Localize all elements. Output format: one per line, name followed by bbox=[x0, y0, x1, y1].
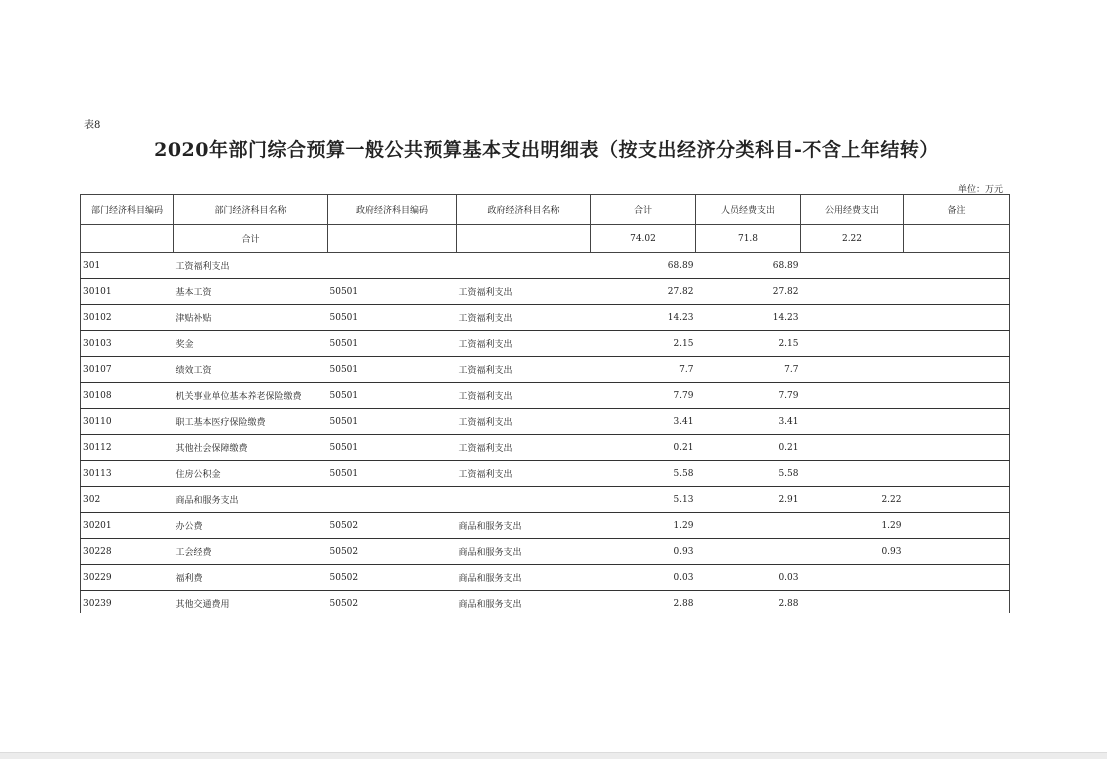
unit-label: 单位：万元 bbox=[958, 185, 1004, 195]
row-remark bbox=[904, 435, 1010, 461]
row-gov-name: 商品和服务支出 bbox=[457, 591, 591, 614]
row-public bbox=[801, 253, 904, 279]
row-personnel: 27.82 bbox=[696, 279, 801, 305]
row-gov-name: 商品和服务支出 bbox=[457, 513, 591, 539]
header-row bbox=[81, 195, 1010, 225]
row-personnel: 2.15 bbox=[696, 331, 801, 357]
row-remark bbox=[904, 461, 1010, 487]
table-row bbox=[81, 591, 1010, 614]
table-row bbox=[81, 279, 1010, 305]
row-personnel: 0.21 bbox=[696, 435, 801, 461]
row-remark bbox=[904, 539, 1010, 565]
row-code: 30229 bbox=[81, 565, 174, 591]
row-gov-name: 工资福利支出 bbox=[457, 409, 591, 435]
row-remark bbox=[904, 305, 1010, 331]
total-label: 合计 bbox=[174, 225, 328, 253]
row-gov-name: 商品和服务支出 bbox=[457, 539, 591, 565]
row-gov-code: 50502 bbox=[328, 539, 457, 565]
row-total: 0.93 bbox=[591, 539, 696, 565]
total-amount: 74.02 bbox=[591, 225, 696, 253]
row-name: 奖金 bbox=[174, 331, 328, 357]
row-remark bbox=[904, 331, 1010, 357]
row-gov-code: 50501 bbox=[328, 279, 457, 305]
row-gov-code: 50502 bbox=[328, 565, 457, 591]
row-name: 工资福利支出 bbox=[174, 253, 328, 279]
header-cell: 部门经济科目编码 bbox=[81, 195, 174, 225]
row-gov-name: 工资福利支出 bbox=[457, 461, 591, 487]
row-name: 绩效工资 bbox=[174, 357, 328, 383]
table-row bbox=[81, 331, 1010, 357]
category-row bbox=[81, 487, 1010, 513]
row-total: 7.7 bbox=[591, 357, 696, 383]
row-name: 工会经费 bbox=[174, 539, 328, 565]
row-code: 301 bbox=[81, 253, 174, 279]
row-personnel: 5.58 bbox=[696, 461, 801, 487]
table-viewport bbox=[78, 194, 1013, 613]
row-code: 30110 bbox=[81, 409, 174, 435]
total-personnel: 71.8 bbox=[696, 225, 801, 253]
row-gov-code: 50501 bbox=[328, 461, 457, 487]
row-remark bbox=[904, 591, 1010, 614]
header-cell: 合计 bbox=[591, 195, 696, 225]
total-row bbox=[81, 225, 1010, 253]
row-personnel: 7.79 bbox=[696, 383, 801, 409]
row-total: 5.58 bbox=[591, 461, 696, 487]
row-code: 30113 bbox=[81, 461, 174, 487]
row-code: 30201 bbox=[81, 513, 174, 539]
row-public bbox=[801, 435, 904, 461]
row-total: 2.15 bbox=[591, 331, 696, 357]
table-row bbox=[81, 435, 1010, 461]
row-remark bbox=[904, 279, 1010, 305]
header-cell: 部门经济科目名称 bbox=[174, 195, 328, 225]
row-gov-name bbox=[457, 487, 591, 513]
table-row bbox=[81, 383, 1010, 409]
table-row bbox=[81, 461, 1010, 487]
header-cell: 公用经费支出 bbox=[801, 195, 904, 225]
row-gov-name: 工资福利支出 bbox=[457, 435, 591, 461]
row-total: 0.03 bbox=[591, 565, 696, 591]
row-gov-name bbox=[457, 253, 591, 279]
table-row bbox=[81, 409, 1010, 435]
row-gov-code: 50501 bbox=[328, 331, 457, 357]
total-empty-cell bbox=[81, 225, 174, 253]
row-public: 0.93 bbox=[801, 539, 904, 565]
row-code: 30103 bbox=[81, 331, 174, 357]
row-gov-code: 50501 bbox=[328, 305, 457, 331]
table-number: 表8 bbox=[84, 120, 101, 131]
row-gov-code: 50501 bbox=[328, 357, 457, 383]
row-public: 1.29 bbox=[801, 513, 904, 539]
category-row bbox=[81, 253, 1010, 279]
total-remark bbox=[904, 225, 1010, 253]
row-remark bbox=[904, 383, 1010, 409]
row-name: 其他社会保障缴费 bbox=[174, 435, 328, 461]
row-public bbox=[801, 383, 904, 409]
row-name: 住房公积金 bbox=[174, 461, 328, 487]
table-row bbox=[81, 513, 1010, 539]
row-personnel: 2.91 bbox=[696, 487, 801, 513]
row-gov-name: 工资福利支出 bbox=[457, 331, 591, 357]
row-remark bbox=[904, 513, 1010, 539]
row-name: 办公费 bbox=[174, 513, 328, 539]
table-row bbox=[81, 305, 1010, 331]
row-gov-name: 工资福利支出 bbox=[457, 279, 591, 305]
row-gov-name: 工资福利支出 bbox=[457, 357, 591, 383]
row-remark bbox=[904, 487, 1010, 513]
row-gov-code: 50501 bbox=[328, 435, 457, 461]
row-public bbox=[801, 409, 904, 435]
row-code: 30239 bbox=[81, 591, 174, 614]
header-cell: 人员经费支出 bbox=[696, 195, 801, 225]
total-public: 2.22 bbox=[801, 225, 904, 253]
row-gov-code: 50501 bbox=[328, 409, 457, 435]
row-total: 3.41 bbox=[591, 409, 696, 435]
row-gov-name: 商品和服务支出 bbox=[457, 565, 591, 591]
row-total: 0.21 bbox=[591, 435, 696, 461]
row-remark bbox=[904, 409, 1010, 435]
row-code: 30102 bbox=[81, 305, 174, 331]
row-personnel bbox=[696, 513, 801, 539]
row-public: 2.22 bbox=[801, 487, 904, 513]
row-code: 30107 bbox=[81, 357, 174, 383]
row-personnel bbox=[696, 539, 801, 565]
row-gov-code bbox=[328, 487, 457, 513]
row-gov-code bbox=[328, 253, 457, 279]
row-gov-name: 工资福利支出 bbox=[457, 305, 591, 331]
row-name: 商品和服务支出 bbox=[174, 487, 328, 513]
row-gov-code: 50502 bbox=[328, 513, 457, 539]
document-title: 2020年部门综合预算一般公共预算基本支出明细表（按支出经济分类科目-不含上年结转） bbox=[154, 139, 939, 161]
row-personnel: 68.89 bbox=[696, 253, 801, 279]
row-total: 27.82 bbox=[591, 279, 696, 305]
row-personnel: 0.03 bbox=[696, 565, 801, 591]
row-total: 5.13 bbox=[591, 487, 696, 513]
row-public bbox=[801, 279, 904, 305]
total-empty-cell bbox=[457, 225, 591, 253]
row-personnel: 14.23 bbox=[696, 305, 801, 331]
header-cell: 备注 bbox=[904, 195, 1010, 225]
row-code: 30101 bbox=[81, 279, 174, 305]
row-public bbox=[801, 331, 904, 357]
row-code: 30112 bbox=[81, 435, 174, 461]
row-total: 68.89 bbox=[591, 253, 696, 279]
row-gov-code: 50502 bbox=[328, 591, 457, 614]
row-public bbox=[801, 357, 904, 383]
table-row bbox=[81, 539, 1010, 565]
row-remark bbox=[904, 357, 1010, 383]
row-public bbox=[801, 565, 904, 591]
row-total: 14.23 bbox=[591, 305, 696, 331]
budget-table bbox=[80, 194, 1010, 613]
row-public bbox=[801, 461, 904, 487]
row-name: 津贴补贴 bbox=[174, 305, 328, 331]
row-personnel: 2.88 bbox=[696, 591, 801, 614]
row-code: 302 bbox=[81, 487, 174, 513]
row-public bbox=[801, 305, 904, 331]
row-personnel: 3.41 bbox=[696, 409, 801, 435]
header-cell: 政府经济科目编码 bbox=[328, 195, 457, 225]
row-name: 职工基本医疗保险缴费 bbox=[174, 409, 328, 435]
row-public bbox=[801, 591, 904, 614]
total-empty-cell bbox=[328, 225, 457, 253]
row-total: 2.88 bbox=[591, 591, 696, 614]
row-name: 福利费 bbox=[174, 565, 328, 591]
header-cell: 政府经济科目名称 bbox=[457, 195, 591, 225]
row-total: 7.79 bbox=[591, 383, 696, 409]
table-row bbox=[81, 565, 1010, 591]
table-row bbox=[81, 357, 1010, 383]
row-code: 30108 bbox=[81, 383, 174, 409]
row-gov-name: 工资福利支出 bbox=[457, 383, 591, 409]
row-code: 30228 bbox=[81, 539, 174, 565]
row-name: 基本工资 bbox=[174, 279, 328, 305]
row-total: 1.29 bbox=[591, 513, 696, 539]
row-name: 其他交通费用 bbox=[174, 591, 328, 614]
row-personnel: 7.7 bbox=[696, 357, 801, 383]
row-name: 机关事业单位基本养老保险缴费 bbox=[174, 383, 328, 409]
row-remark bbox=[904, 253, 1010, 279]
row-remark bbox=[904, 565, 1010, 591]
row-gov-code: 50501 bbox=[328, 383, 457, 409]
